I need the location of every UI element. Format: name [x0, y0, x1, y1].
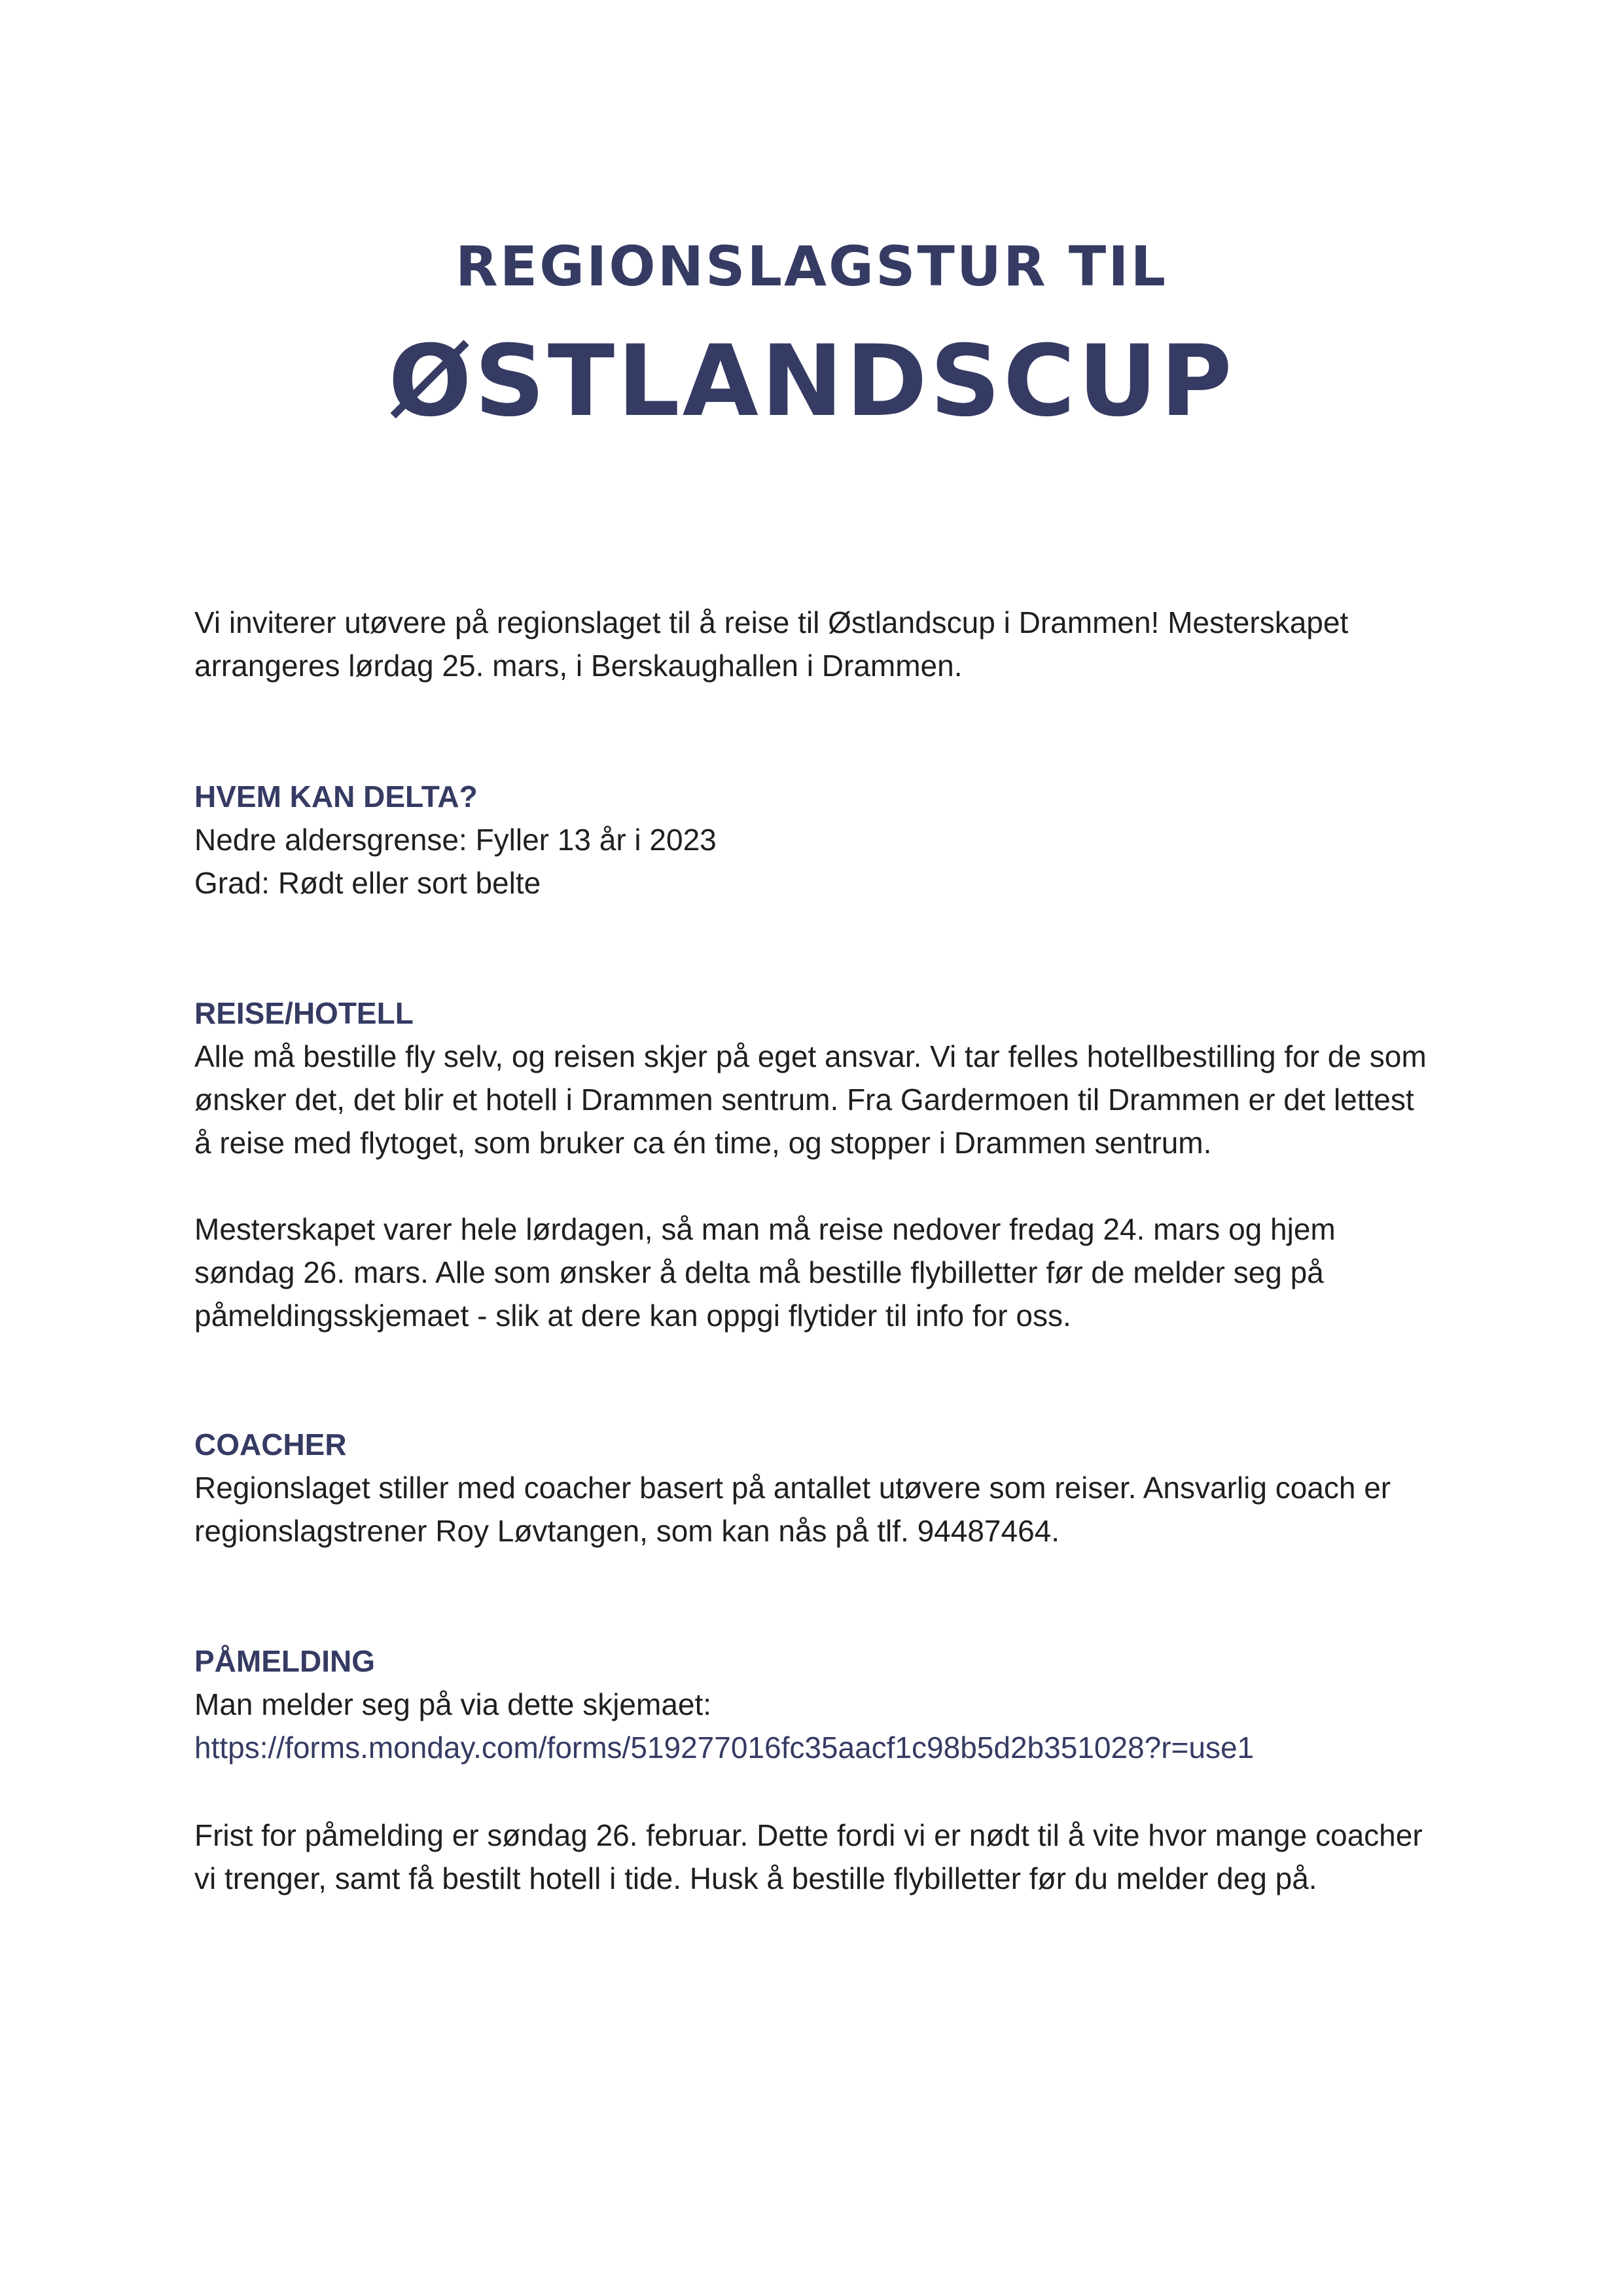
section-heading: HVEM KAN DELTA? [194, 780, 478, 814]
section-line: Alle må bestille fly selv, og reisen skjer på eget ansvar. Vi tar felles hotellbestilling for de som [194, 1039, 1427, 1073]
section-line: vi trenger, samt få bestilt hotell i tide. Husk å bestille flybilletter før du melder deg på. [194, 1861, 1317, 1895]
section-line: regionslagstrener Roy Løvtangen, som kan nås på tlf. 94487464. [194, 1514, 1060, 1548]
section-line: Nedre aldersgrense: Fyller 13 år i 2023 [194, 823, 717, 857]
section-line: å reise med flytoget, som bruker ca én time, og stopper i Drammen sentrum. [194, 1126, 1212, 1160]
section-heading: COACHER [194, 1427, 347, 1462]
section-line: ønsker det, det blir et hotell i Drammen sentrum. Fra Gardermoen til Drammen er det lettest [194, 1083, 1414, 1117]
section-line: Regionslaget stiller med coacher basert på antallet utøvere som reiser. Ansvarlig coach er [194, 1471, 1391, 1505]
intro-paragraph [194, 601, 1451, 687]
section-line: søndag 26. mars. Alle som ønsker å delta må bestille flybilletter før de melder seg på [194, 1255, 1324, 1289]
signup-form-link[interactable]: https://forms.monday.com/forms/519277016fc35aacf1c98b5d2b351028?r=use1 [194, 1731, 1255, 1765]
section-reise-hotell [194, 992, 1451, 1164]
section-frist [194, 1814, 1451, 1900]
section-coacher [194, 1423, 1451, 1552]
section-line: Grad: Rødt eller sort belte [194, 866, 541, 900]
intro-line: arrangeres lørdag 25. mars, i Berskaughallen i Drammen. [194, 649, 963, 683]
section-pamelding [194, 1640, 1451, 1769]
intro-line: Vi inviterer utøvere på regionslaget til å reise til Østlandscup i Drammen! Mesterskapet [194, 605, 1349, 639]
section-line: Mesterskapet varer hele lørdagen, så man må reise nedover fredag 24. mars og hjem [194, 1212, 1336, 1246]
section-line: Frist for påmelding er søndag 26. februar. Dette fordi vi er nødt til å vite hvor mange coacher [194, 1818, 1423, 1852]
section-line: Man melder seg på via dette skjemaet: [194, 1687, 712, 1721]
title-line-1: REGIONSLAGSTUR TIL [455, 234, 1168, 298]
section-hvem-kan-delta [194, 775, 1451, 905]
section-heading: PÅMELDING [194, 1644, 375, 1678]
section-line: påmeldingsskjemaet - slik at dere kan oppgi flytider til info for oss. [194, 1299, 1071, 1333]
section-heading: REISE/HOTELL [194, 996, 414, 1030]
section-reise-paragraph-2 [194, 1208, 1451, 1337]
title-line-2: ØSTLANDSCUP [388, 325, 1235, 439]
